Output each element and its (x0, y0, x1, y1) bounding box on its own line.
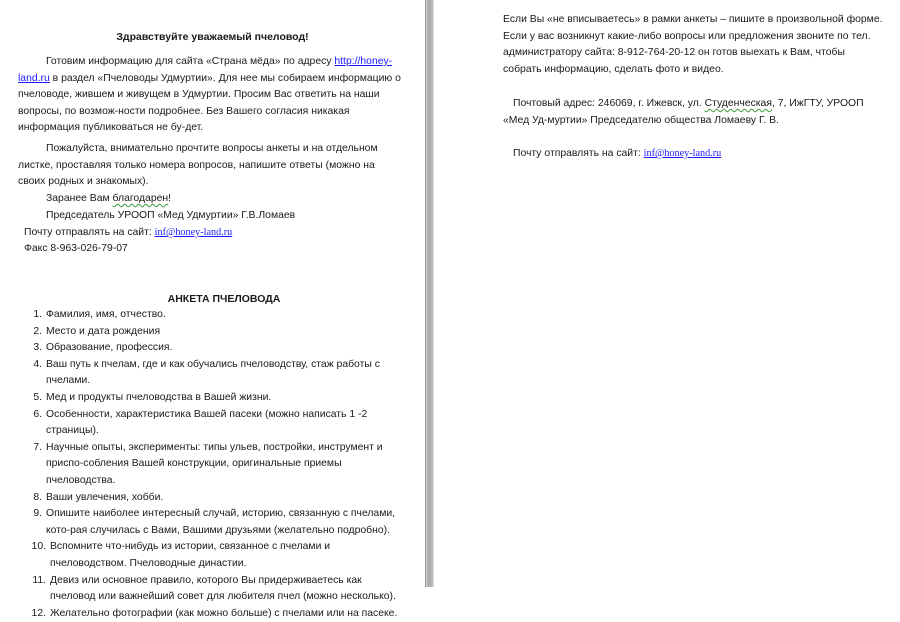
thanks-line (46, 191, 406, 208)
question-text: Особенности, характеристика Вашей пасеки (можно написать 1 -2 страницы). (46, 408, 368, 437)
question-item (22, 324, 408, 341)
greeting-heading: Здравствуйте уважаемый пчеловод! (116, 31, 309, 43)
question-text: Вспомните что-нибудь из истории, связанное с пчелами и пчеловодством. Пчеловодные династии. (50, 541, 331, 569)
request-paragraph (18, 141, 404, 191)
questions-list (22, 307, 408, 622)
question-item (22, 539, 408, 572)
thanks-word: благодарен (112, 193, 169, 204)
question-item (22, 440, 408, 490)
request-text: Пожалуйста, внимательно прочтите вопросы анкеты и на отдельном листке, проставляя только номера вопросов, напишите ответы (можно на своих родных и знакомых). (18, 143, 378, 188)
question-item (22, 490, 408, 507)
right-send-line (513, 146, 883, 163)
address-street: Студенческая (704, 98, 772, 109)
question-text: Место и дата рождения (46, 325, 161, 337)
question-number: 5. (33, 391, 42, 403)
right-send-label: Почту отправлять на сайт: (513, 148, 644, 159)
site-link[interactable]: http://honey-land.ru (18, 56, 393, 84)
question-text: Ваш путь к пчелам, где и как обучались пчеловодству, стаж работы с пчелами. (46, 358, 380, 387)
thanks-suffix: ! (168, 193, 172, 204)
question-number: 4. (33, 358, 42, 370)
question-number: 6. (33, 408, 42, 420)
send-line (24, 225, 404, 242)
question-item (22, 506, 408, 539)
question-text: Образование, профессия. (46, 342, 173, 354)
question-item (22, 307, 408, 324)
address-paragraph (503, 96, 883, 129)
free-form-paragraph (503, 12, 883, 78)
right-email-link[interactable]: inf@honey-land.ru (643, 148, 722, 159)
question-text: Научные опыты, эксперименты: типы ульев, постройки, инструмент и приспо-собления Вашей конструкции, оригинальные приемы пчеловодства. (46, 441, 383, 486)
question-text: Желательно фотографии (как можно больше) с пчелами или на пасеке. (50, 607, 398, 619)
left-page (0, 0, 425, 619)
intro-text-start: Готовим информацию для сайта «Страна мёда» по адресу (46, 56, 335, 67)
question-number: 1. (33, 309, 42, 320)
email-link[interactable]: inf@honey-land.ru (154, 227, 233, 238)
question-text: Девиз или основное правило, которого Вы придерживаетесь как пчеловод или важнейший совет для любителя пчел (можно несколько). (50, 574, 396, 603)
question-item (22, 357, 408, 390)
fax-line: Факс 8-963-026-79-07 (24, 243, 128, 254)
question-text: Мед и продукты пчеловодства в Вашей жизни. (46, 391, 272, 403)
intro-text-end: в раздел «Пчеловоды Удмуртии». Для нее мы собираем информацию о пчеловоде, жившем и живущем в Удмуртии. Просим Вас ответить на наши вопросы, по возмож-ности подробнее. Без Вашего согласия никакая информация публиковаться не бу-дет. (18, 72, 401, 134)
page-separator (425, 0, 434, 587)
question-number: 8. (33, 491, 42, 503)
question-number: 3. (33, 342, 42, 354)
question-item (22, 407, 408, 440)
question-text: Фамилия, имя, отчество. (46, 309, 166, 320)
question-text: Ваши увлечения, хобби. (46, 491, 164, 503)
question-number: 10. (31, 541, 46, 553)
form-title: АНКЕТА ПЧЕЛОВОДА (167, 293, 281, 305)
right-page (434, 0, 900, 587)
thanks-prefix: Заранее Вам (46, 193, 113, 204)
address-suffix: , 7, ИжГТУ, УРООП «Мед Уд-муртии» Председателю общества Ломаеву Г. В. (503, 98, 864, 126)
question-number: 7. (33, 441, 42, 453)
question-number: 9. (33, 508, 42, 520)
question-number: 2. (33, 325, 42, 337)
questionnaire (22, 307, 408, 622)
address-prefix: Почтовый адрес: 246069, г. Ижевск, ул. (513, 98, 705, 109)
question-item (22, 340, 408, 357)
question-text: Опишите наиболее интересный случай, историю, связанную с пчелами, кото-рая случилась с Вами, Вашими друзьями (желательно подробно). (46, 508, 396, 536)
question-number: 11. (32, 574, 46, 586)
question-item (22, 573, 408, 606)
question-item (22, 390, 408, 407)
intro-paragraph (18, 54, 404, 137)
question-number: 12. (31, 607, 46, 619)
send-label: Почту отправлять на сайт: (24, 227, 155, 238)
signature-line: Председатель УРООП «Мед Удмуртии» Г.В.Ломаев (46, 210, 296, 221)
question-item (22, 606, 408, 622)
free-form-text: Если Вы «не вписываетесь» в рамки анкеты – пишите в произвольной форме. Если у вас возникнут какие-либо вопросы или предложения звоните по тел. администратору сайта: 8-912-764-20-12 он готов выехать к Вам, чтобы собрать информацию, сделать фото и видео. (503, 14, 883, 75)
